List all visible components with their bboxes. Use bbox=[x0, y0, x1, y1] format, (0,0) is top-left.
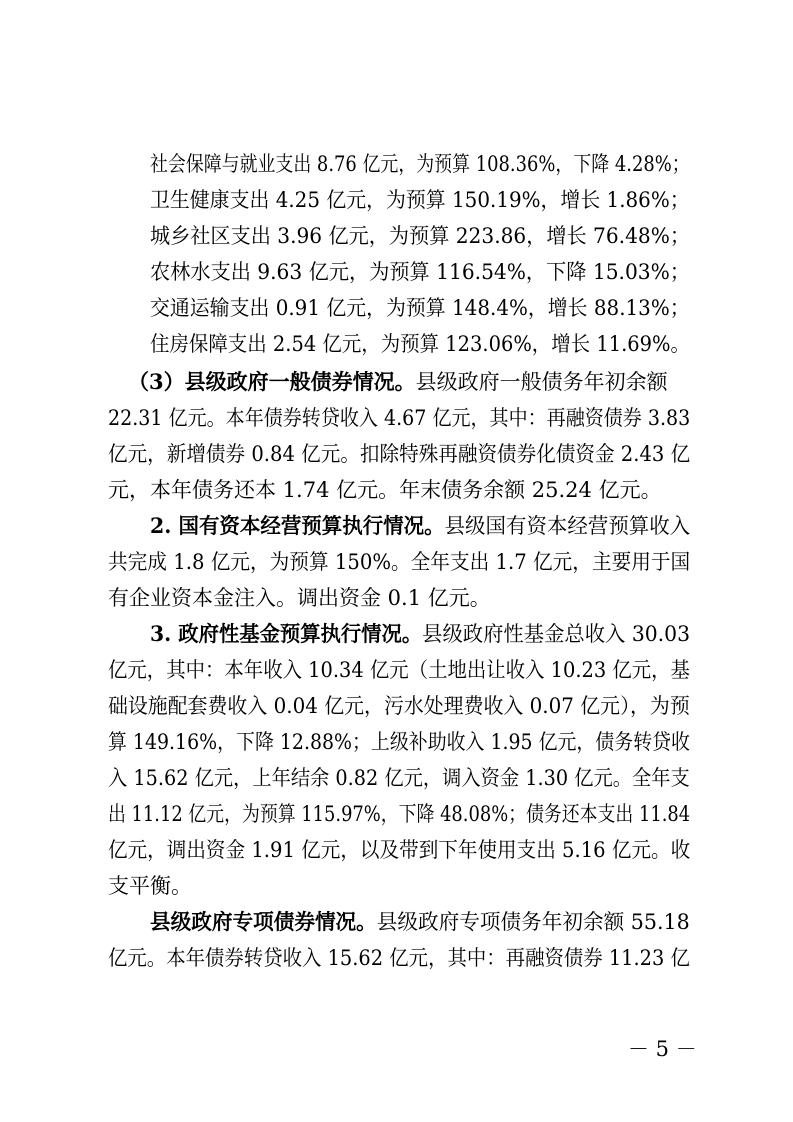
paragraph-line: 支平衡。 bbox=[108, 874, 192, 898]
expense-line: 社会保障与就业支出 8.76 亿元，为预算 108.36%，下降 4.28%； bbox=[150, 152, 690, 176]
section-heading: 县级政府专项债券情况。 bbox=[150, 909, 377, 934]
paragraph-first-line bbox=[150, 906, 690, 938]
section-heading: （3）县级政府一般债券情况。 bbox=[128, 369, 416, 394]
paragraph-line: 亿元，其中：本年收入 10.34 亿元（土地出让收入 10.23 亿元，基 bbox=[108, 658, 690, 682]
paragraph-first-line bbox=[150, 618, 690, 650]
paragraph-line: 础设施配套费收入 0.04 亿元，污水处理费收入 0.07 亿元），为预 bbox=[108, 694, 690, 718]
paragraph-text: 县级政府一般债务年初余额 bbox=[415, 370, 668, 394]
expense-line: 城乡社区支出 3.96 亿元，为预算 223.86，增长 76.48%； bbox=[150, 224, 690, 248]
expense-line: 农林水支出 9.63 亿元，为预算 116.54%，下降 15.03%； bbox=[150, 260, 690, 284]
paragraph-first-line bbox=[128, 366, 668, 398]
section-heading: 2. 国有资本经营预算执行情况。 bbox=[150, 513, 445, 538]
paragraph-line: 亿元，新增债券 0.84 亿元。扣除特殊再融资债券化债资金 2.43 亿 bbox=[108, 442, 691, 466]
page-number: － 5 － bbox=[628, 1037, 697, 1061]
paragraph-line: 有企业资本金注入。调出资金 0.1 亿元。 bbox=[108, 586, 491, 610]
paragraph-line: 出 11.12 亿元，为预算 115.97%，下降 48.08%；债务还本支出 11.84 bbox=[108, 802, 691, 826]
paragraph-line: 入 15.62 亿元，上年结余 0.82 亿元，调入资金 1.30 亿元。全年支 bbox=[108, 766, 690, 790]
paragraph-line: 共完成 1.8 亿元，为预算 150%。全年支出 1.7 亿元，主要用于国 bbox=[108, 550, 691, 574]
section-heading: 3. 政府性基金预算执行情况。 bbox=[150, 621, 423, 646]
expense-line: 住房保障支出 2.54 亿元，为预算 123.06%，增长 11.69%。 bbox=[150, 332, 690, 356]
paragraph-line: 亿元，调出资金 1.91 亿元，以及带到下年使用支出 5.16 亿元。收 bbox=[108, 838, 691, 862]
paragraph-line: 22.31 亿元。本年债券转贷收入 4.67 亿元，其中：再融资债券 3.83 bbox=[108, 406, 691, 430]
paragraph-text: 县级国有资本经营预算收入 bbox=[444, 514, 691, 538]
expense-line: 卫生健康支出 4.25 亿元，为预算 150.19%，增长 1.86%； bbox=[150, 188, 690, 212]
expense-line: 交通运输支出 0.91 亿元，为预算 148.4%，增长 88.13%； bbox=[150, 296, 690, 320]
paragraph-line: 算 149.16%，下降 12.88%；上级补助收入 1.95 亿元，债务转贷收 bbox=[108, 730, 690, 754]
paragraph-text: 县级政府性基金总收入 30.03 bbox=[422, 622, 691, 646]
paragraph-text: 县级政府专项债务年初余额 55.18 bbox=[376, 910, 690, 934]
paragraph-line: 元，本年债务还本 1.74 亿元。年末债务余额 25.24 亿元。 bbox=[108, 478, 662, 502]
paragraph-line: 亿元。本年债券转贷收入 15.62 亿元，其中：再融资债券 11.23 亿 bbox=[108, 946, 690, 970]
paragraph-first-line bbox=[150, 510, 690, 542]
